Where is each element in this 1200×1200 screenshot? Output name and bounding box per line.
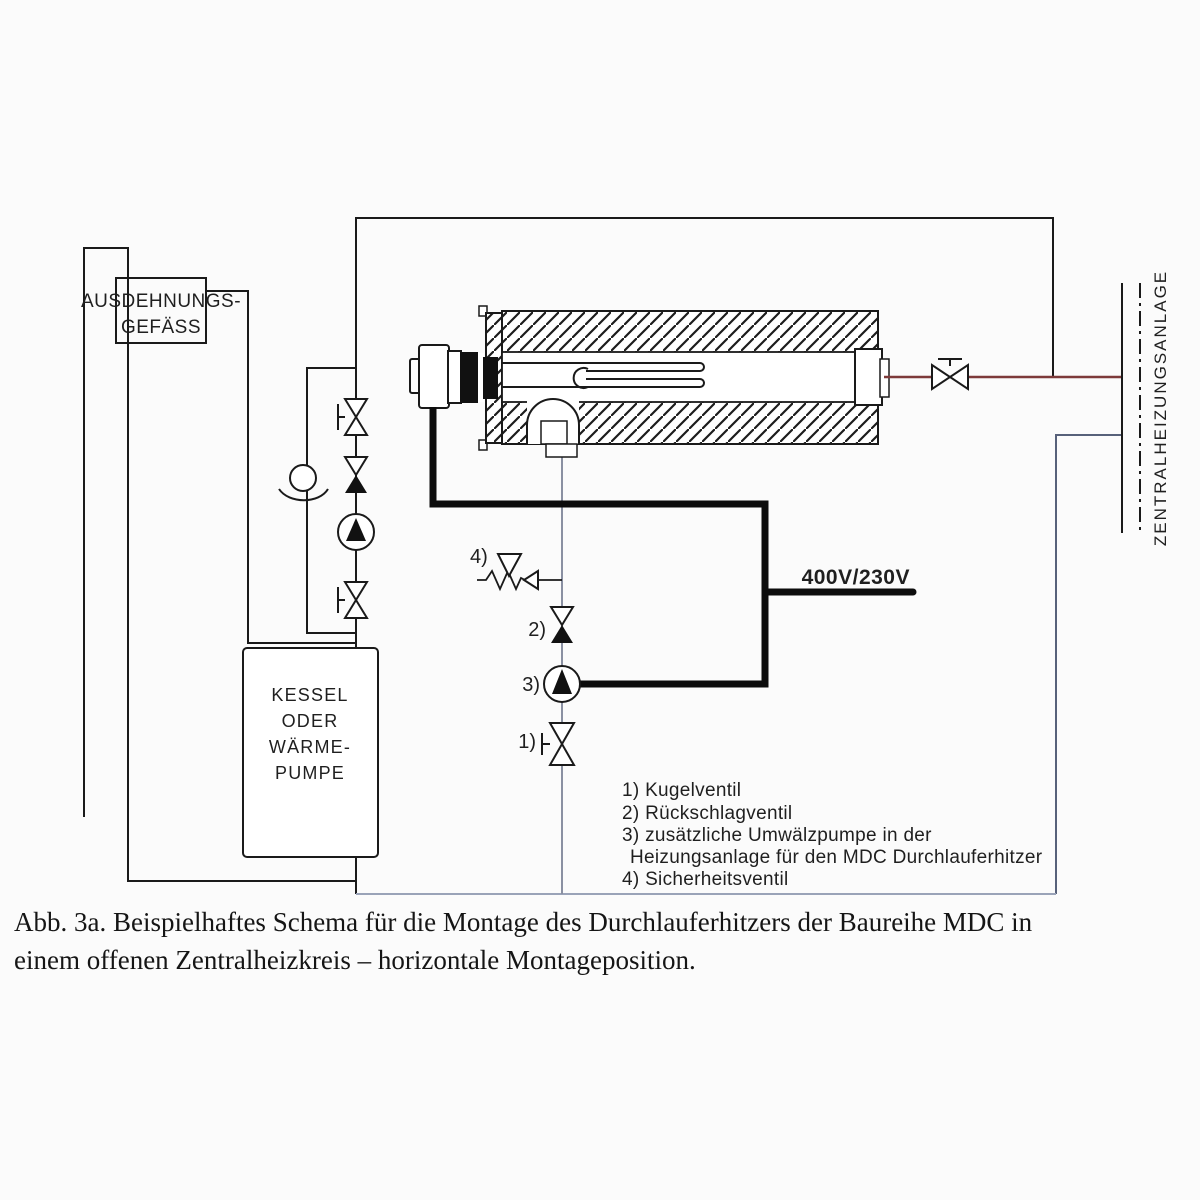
legend-line-1: 1) Kugelventil [622, 780, 742, 801]
central-heating-boundary [1122, 270, 1170, 546]
water-heater-unit [410, 306, 889, 457]
heater-inlet-port [527, 398, 579, 457]
power-cable [433, 407, 913, 684]
circulation-pump-3 [544, 666, 580, 702]
heater-inner-channel [502, 352, 862, 402]
marker-3: 3) [522, 674, 540, 696]
boiler-label-line3: WÄRME- [268, 737, 352, 757]
pump-left [338, 514, 374, 550]
caption-line2: einem offenen Zentralheizkreis – horizontale Montageposition. [14, 945, 696, 975]
ball-valve-1 [542, 723, 574, 765]
expansion-vessel-label-line2: GEFÄSS [120, 317, 202, 338]
gauge-symbol [279, 465, 328, 500]
legend [622, 780, 1043, 890]
boiler-label-line1: KESSEL [271, 685, 349, 705]
boiler-label-line2: ODER [281, 711, 339, 731]
boiler-box [243, 648, 378, 857]
check-valve-left [345, 457, 367, 493]
ball-valve-left-upper [338, 399, 367, 435]
bypass-pipe [307, 368, 356, 633]
voltage-label: 400V/230V [801, 566, 910, 589]
legend-line-3b: Heizungsanlage für den MDC Durchlauferhitzer [630, 847, 1043, 868]
legend-line-2: 2) Rückschlagventil [622, 803, 793, 824]
expansion-vessel-pipe [206, 291, 356, 643]
heater-connection-head [410, 345, 498, 408]
expansion-vessel-label-line1: AUSDEHNUNGS- [80, 291, 242, 312]
return-pipe-right [1056, 435, 1122, 894]
marker-4: 4) [470, 546, 488, 568]
figure-caption [14, 903, 1174, 979]
safety-valve-symbol [477, 554, 562, 589]
shutoff-valve-right [932, 359, 968, 389]
marker-1: 1) [518, 731, 536, 753]
heater-outlet-fitting [855, 349, 889, 405]
marker-2: 2) [528, 619, 546, 641]
ball-valve-left-lower [338, 582, 367, 618]
check-valve-2 [551, 607, 573, 643]
central-heating-label: ZENTRALHEIZUNGSANLAGE [1151, 269, 1170, 547]
legend-line-3: 3) zusätzliche Umwälzpumpe in der [622, 825, 932, 846]
boiler-label-line4: PUMPE [274, 763, 346, 783]
legend-line-4: 4) Sicherheitsventil [622, 869, 789, 890]
caption-line1: Abb. 3a. Beispielhaftes Schema für die Montage des Durchlauferhitzers der Baureihe MDC in [14, 907, 1033, 937]
